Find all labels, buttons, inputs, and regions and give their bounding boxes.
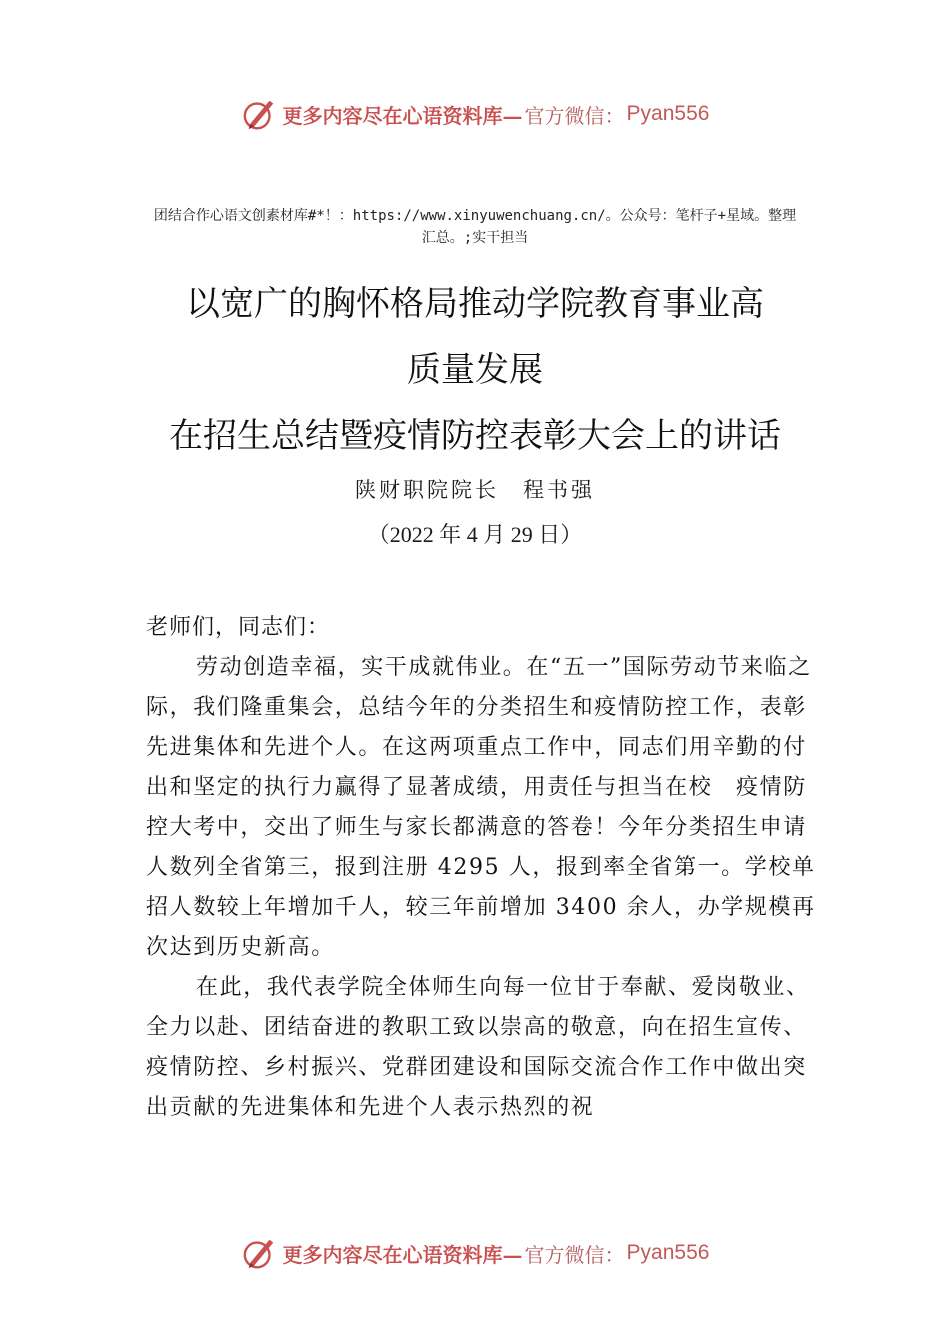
salutation: 老师们，同志们： bbox=[146, 615, 331, 640]
pen-logo-icon bbox=[241, 1234, 279, 1272]
source-note: 团结合作心语文创素材库#*！：https://www.xinyuwenchuang.cn/。公众号：笔杆子+星域。整理汇总。;实干担当 bbox=[153, 208, 797, 246]
banner-text: 更多内容尽在心语资料库— bbox=[282, 103, 523, 128]
speech-body bbox=[146, 608, 818, 1128]
speech-date: （2022 年 4 月 29 日） bbox=[367, 522, 583, 547]
banner-wechat-label: 官方微信： bbox=[524, 103, 625, 128]
banner-wechat-label: 官方微信： bbox=[524, 1242, 625, 1267]
paragraph-1: 劳动创造幸福，实干成就伟业。在“五一”国际劳动节来临之际，我们隆重集会，总结今年的分类招生和疫情防控工作，表彰先进集体和先进个人。在这两项重点工作中，同志们用辛勤的付出和坚定的执行力赢得了显著成绩，用责任与担当在校 疫情防控大考中，交出了师生与家长都满意的答卷！今年分类招生申请人数列全省第三，报到注册 4295 人，报到率全省第一。学校单招人数较上年增加千人，较三年前增加 3400 余人，办学规模再次达到历史新高。 bbox=[146, 655, 816, 960]
title-line-1: 以宽广的胸怀格局推动学院教育事业高 bbox=[186, 284, 764, 324]
banner-wechat-id: Pyan556 bbox=[626, 1241, 710, 1264]
speaker-line: 陕财职院院长 程书强 bbox=[355, 478, 595, 502]
pen-logo-icon bbox=[241, 95, 279, 133]
header-banner bbox=[0, 92, 950, 136]
title-line-2: 质量发展 bbox=[407, 350, 543, 390]
paragraph-2: 在此，我代表学院全体师生向每一位甘于奉献、爱岗敬业、全力以赴、团结奋进的教职工致以崇高的敬意，向在招生宣传、疫情防控、乡村振兴、党群团建设和国际交流合作工作中做出突出贡献的先进集体和先进个人表示热烈的祝 bbox=[146, 975, 810, 1120]
subtitle: 在招生总结暨疫情防控表彰大会上的讲话 bbox=[169, 416, 781, 456]
footer-banner bbox=[0, 1231, 950, 1275]
banner-text: 更多内容尽在心语资料库— bbox=[282, 1242, 523, 1267]
banner-wechat-id: Pyan556 bbox=[626, 102, 710, 125]
